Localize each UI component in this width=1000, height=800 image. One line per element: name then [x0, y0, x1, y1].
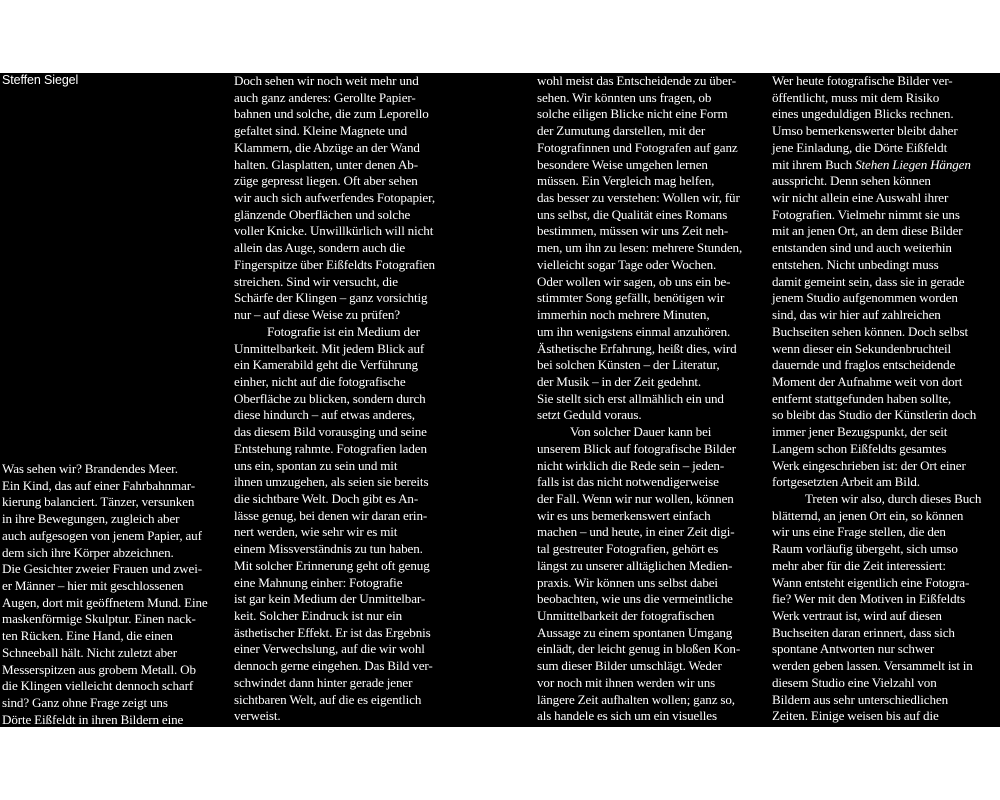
text-line: nur – auf diese Weise zu prüfen? [234, 307, 400, 323]
text-line: Von solcher Dauer kann bei [570, 424, 712, 440]
text-line: keit. Solcher Eindruck ist nur ein [234, 608, 403, 623]
text-line: wir uns eine Frage stellen, die den [772, 524, 946, 540]
text-line: ästhetischer Effekt. Er ist das Ergebnis [234, 624, 431, 640]
text-line: setzt Geduld voraus. [537, 407, 642, 423]
text-line: der Musik – in der Zeit gedehnt. [537, 373, 702, 389]
text-line: solche eiligen Blicke nicht eine Form [537, 106, 728, 122]
text-column-2 [234, 73, 462, 775]
text-line: einem Missverständnis zu tun haben. [234, 541, 423, 557]
text-line: dem sich ihre Körper abzeichnen. [2, 544, 174, 560]
text-line: immer jener Bezugspunkt, der seit [772, 424, 948, 440]
text-line: voller Knicke. Unwillkürlich will nicht [234, 223, 434, 239]
text-line: wenn dieser ein Sekundenbruchteil [772, 340, 952, 356]
text-line: der Fall. Wenn wir nur wollen, können [537, 490, 734, 506]
text-line: Umso bemerkenswerter bleibt daher [772, 123, 958, 139]
text-line: besondere Weise umgehen lernen [537, 156, 708, 172]
text-line: das besser zu verstehen: Wollen wir, für [537, 190, 740, 206]
text-line: Fotografie ist ein Medium der [267, 323, 420, 339]
text-line: sehen. Wir könnten uns fragen, ob [537, 89, 712, 105]
text-line: Oberfläche zu blicken, sondern durch [234, 390, 426, 406]
text-column-1 [2, 461, 228, 745]
text-line: um ihn wenigstens einmal anzuhören. [537, 323, 731, 339]
text-line: spontane Antworten nur schwer [772, 641, 935, 657]
text-line: immerhin noch mehrere Minuten, [537, 307, 710, 323]
text-line: Treten wir also, durch dieses Buch [805, 490, 982, 506]
text-line: nicht wirklich die Rede sein – jeden- [537, 457, 725, 473]
text-line: Raum vorläufig übergeht, sich umso [772, 541, 958, 557]
text-line: Blicke zu. Es ist möglich, sich rasch [234, 741, 419, 757]
text-line: Fotografien lassen ungebremste [267, 725, 430, 741]
text-line: damit gemeint sein, dass sie in gerade [772, 273, 965, 289]
text-line: fortgesetzten Arbeit am Bild. [772, 474, 920, 490]
text-line: sind, das wir hier auf zahlreichen [772, 307, 941, 323]
text-line: Klammern, die Abzüge an der Wand [234, 139, 420, 155]
text-line: ist gar kein Medium der Unmittelbar- [234, 591, 426, 607]
text-line: öffentlicht, muss mit dem Risiko [772, 89, 940, 105]
text-line: Mit solcher Erinnerung geht oft genug [234, 557, 430, 573]
text-line: Wann entsteht eigentlich eine Fotogra- [772, 574, 970, 590]
text-line: vielleicht sogar Tage oder Wochen. [537, 256, 717, 272]
text-line: diesem Studio eine Vielzahl von [772, 674, 937, 690]
text-line: allein das Auge, sondern auch die [234, 240, 406, 256]
text-line: nert werden, wie sehr wir es mit [234, 524, 398, 540]
text-line: Oder wollen wir sagen, ob uns ein be- [537, 273, 731, 289]
text-line: jene Einladung, die Dörte Eißfeldt [772, 139, 948, 155]
text-line: Zeiten. Einige weisen bis auf die [772, 708, 939, 724]
text-line: Buchseiten sehen können. Doch selbst [772, 323, 968, 339]
text-line: unserem Blick auf fotografische Bilder [537, 440, 736, 456]
text-line: ten Rücken. Eine Hand, die einen [2, 628, 173, 644]
text-line: Ein Kind, das auf einer Fahrbahnmar- [2, 477, 195, 493]
text-line: in ihre Bewegungen, zugleich aber [2, 511, 180, 527]
text-line: setzung mit der Fotografie zurück. [772, 741, 948, 757]
black-text-spread [0, 73, 1000, 774]
text-line: fie? Wer mit den Motiven in Eißfeldts [772, 591, 966, 607]
text-line: wir nicht allein eine Auswahl ihrer [772, 190, 949, 206]
text-line: mit ihrem Buch Stehen Liegen Hängen [772, 156, 971, 172]
text-line: bahnen und solche, die zum Leporello [234, 106, 429, 122]
text-line: uns selbst, die Qualität eines Romans [537, 206, 728, 222]
text-line: bei solchen Künsten – der Literatur, [537, 357, 720, 373]
text-line: halten. Glasplatten, unter denen Ab- [234, 156, 418, 172]
text-line: Buchseiten daran erinnert, dass sich [772, 624, 955, 640]
text-line: entstanden sind und auch weiterhin [772, 240, 952, 256]
text-line: über sie zu verständigen – und dabei [234, 758, 420, 774]
text-line: Messerspitzen aus grobem Metall. Ob [2, 661, 196, 677]
text-line: Unmittelbarkeit der fotografischen [537, 608, 715, 623]
text-line: Fotografinnen und Fotografen auf ganz [537, 139, 738, 155]
text-line: vor noch mit ihnen werden wir uns [537, 674, 716, 690]
text-line: Moment der Aufnahme weit von dort [772, 373, 963, 389]
text-line: Doch sehen wir noch weit mehr und [234, 73, 419, 88]
text-line: Aussage zu einem spontanen Umgang [537, 624, 733, 640]
text-line: lässe genug, bei denen wir daran erin- [234, 507, 428, 523]
text-line: ihnen umzugehen, als seien sie bereits [234, 474, 429, 490]
text-line: längere Zeit aufhalten wollen; ganz so, [537, 691, 735, 707]
text-line: Was sehen wir? Brandendes Meer. [2, 461, 178, 476]
text-line: wir auch sich aufwerfendes Fotopapier, [234, 190, 435, 206]
text-line: Augen, dort mit geöffnetem Mund. Eine [2, 594, 208, 610]
text-line: einher, nicht auf die fotografische [234, 373, 406, 389]
text-line: so bleibt das Studio der Künstlerin doch [772, 407, 977, 423]
text-line: der Zumutung darstellen, mit der [537, 123, 706, 139]
text-line: eine Mahnung einher: Fotografie [234, 574, 403, 590]
text-line: ohnehin sichtbaren Wirklichkeit setzt. [537, 758, 731, 774]
text-line: sichtbaren Welt, auf die es eigentlich [234, 691, 422, 707]
text-line: als handele es sich um ein visuelles [537, 708, 717, 724]
text-line: sum dieser Bilder umschlägt. Weder [537, 658, 722, 674]
text-line: Schneeball hält. Nicht zuletzt aber [2, 644, 177, 660]
text-line: praxis. Wir können uns selbst dabei [537, 574, 718, 590]
text-line: bestimmen, müssen wir uns Zeit neh- [537, 223, 729, 239]
text-line: men, um ihn zu lesen: mehrere Stunden, [537, 240, 743, 256]
text-line: Anfänge von Eißfeldts Auseinander- [772, 725, 959, 741]
text-line: Fotografien. Vielmehr nimmt sie uns [772, 206, 960, 222]
text-line: einer Verwechslung, auf die wir wohl [234, 641, 425, 657]
text-line: wohl meist das Entscheidende zu über- [537, 73, 737, 88]
text-line: machen – und heute, in einer Zeit digi- [537, 524, 735, 540]
text-line: blätternd, an jenen Ort ein, so können [772, 507, 964, 523]
text-line: gefaltet sind. Kleine Magnete und [234, 123, 408, 139]
text-line: sind? Ganz ohne Frage zeigt uns [2, 695, 168, 711]
text-line: Dörte Eißfeldt in ihren Bildern eine [2, 711, 184, 727]
text-line: Werk vertraut ist, wird auf diesen [772, 608, 942, 623]
text-line: werden geben lassen. Versammelt ist in [772, 658, 973, 674]
text-line: Wer heute fotografische Bilder ver- [772, 73, 953, 88]
text-line: glänzende Oberflächen und solche [234, 206, 411, 222]
text-line: wir es uns bemerkenswert einfach [537, 507, 711, 523]
text-line: Entstehung rahmte. Fotografien laden [234, 440, 427, 456]
author-name: Steffen Siegel [2, 73, 79, 87]
text-line: entstehen. Nicht unbedingt muss [772, 256, 939, 272]
text-line: dundante Weise an die Seite der [537, 741, 700, 757]
text-line: rätselhafte Sammlung von Motiven. [2, 728, 186, 744]
text-line: Rauschen, das sich auf sonderbar re- [537, 725, 724, 741]
text-line: tal gestreuter Fotografien, gehört es [537, 541, 719, 557]
text-line: Schärfe der Klingen – ganz vorsichtig [234, 290, 428, 306]
text-line: mit an jenen Ort, an dem diese Bilder [772, 223, 963, 239]
text-line: Sie stellt sich erst allmählich ein und [537, 390, 724, 406]
text-line: streichen. Sind wir versucht, die [234, 273, 398, 289]
text-column-3 [537, 73, 765, 775]
text-line: Ästhetische Erfahrung, heißt dies, wird [537, 340, 737, 356]
text-line: Langem schon Eißfeldts gesamtes [772, 440, 947, 456]
text-line: längst zu unserer alltäglichen Medien- [537, 557, 733, 573]
text-line: Die Gesichter zweier Frauen und zwei- [2, 561, 202, 577]
text-line: einlädt, der leicht genug in bloßen Kon- [537, 641, 741, 657]
text-line: eines ungeduldigen Blicks rechnen. [772, 106, 954, 122]
text-line: dennoch gerne eingehen. Das Bild ver- [234, 658, 433, 674]
text-line: Bildern aus sehr unterschiedlichen [772, 691, 949, 707]
text-line: Werk eingeschrieben ist: der Ort einer [772, 457, 966, 473]
text-line: kierung balanciert. Tänzer, versunken [2, 494, 195, 510]
text-line: Fingerspitze über Eißfeldts Fotografien [234, 256, 435, 272]
text-line: dauernde und fraglos entscheidende [772, 357, 956, 373]
text-line: er Männer – hier mit geschlossenen [2, 578, 184, 594]
text-line: schwindet dann hinter gerade jener [234, 674, 413, 690]
text-line: jenem Studio aufgenommen worden [772, 290, 958, 306]
text-line: mehr aber für die Zeit interessiert: [772, 557, 946, 573]
text-line: diese hindurch – auf etwas anderes, [234, 407, 415, 423]
text-line: stimmter Song gefällt, benötigen wir [537, 290, 725, 306]
text-line: die sichtbare Welt. Doch gibt es An- [234, 490, 419, 506]
text-column-4 [772, 73, 1000, 775]
text-line: auch aufgesogen von jenem Papier, auf [2, 527, 202, 543]
text-line: entfernt stattgefunden haben sollte, [772, 390, 952, 406]
text-line: auch ganz anderes: Gerollte Papier- [234, 89, 416, 105]
text-line: züge gepresst liegen. Oft aber sehen [234, 173, 418, 189]
text-line: maskenförmige Skulptur. Einen nack- [2, 611, 196, 627]
text-line: falls ist das nicht notwendigerweise [537, 474, 719, 490]
text-line: ausspricht. Denn sehen können [772, 173, 931, 189]
text-line: verweist. [234, 708, 281, 724]
text-line: ein Kamerabild geht die Verführung [234, 357, 418, 373]
text-line: uns ein, spontan zu sein und mit [234, 457, 398, 473]
text-line: beobachten, wie uns die vermeintliche [537, 591, 733, 607]
text-line: Andere sind erst jüngst entstanden. [772, 758, 951, 774]
text-line: das diesem Bild vorausging und seine [234, 424, 427, 440]
text-line: Unmittelbarkeit. Mit jedem Blick auf [234, 340, 425, 356]
text-line: müssen. Ein Vergleich mag helfen, [537, 173, 715, 189]
text-line: die Klingen vielleicht dennoch scharf [2, 678, 194, 694]
book-title: Stehen Liegen Hängen [855, 156, 971, 172]
